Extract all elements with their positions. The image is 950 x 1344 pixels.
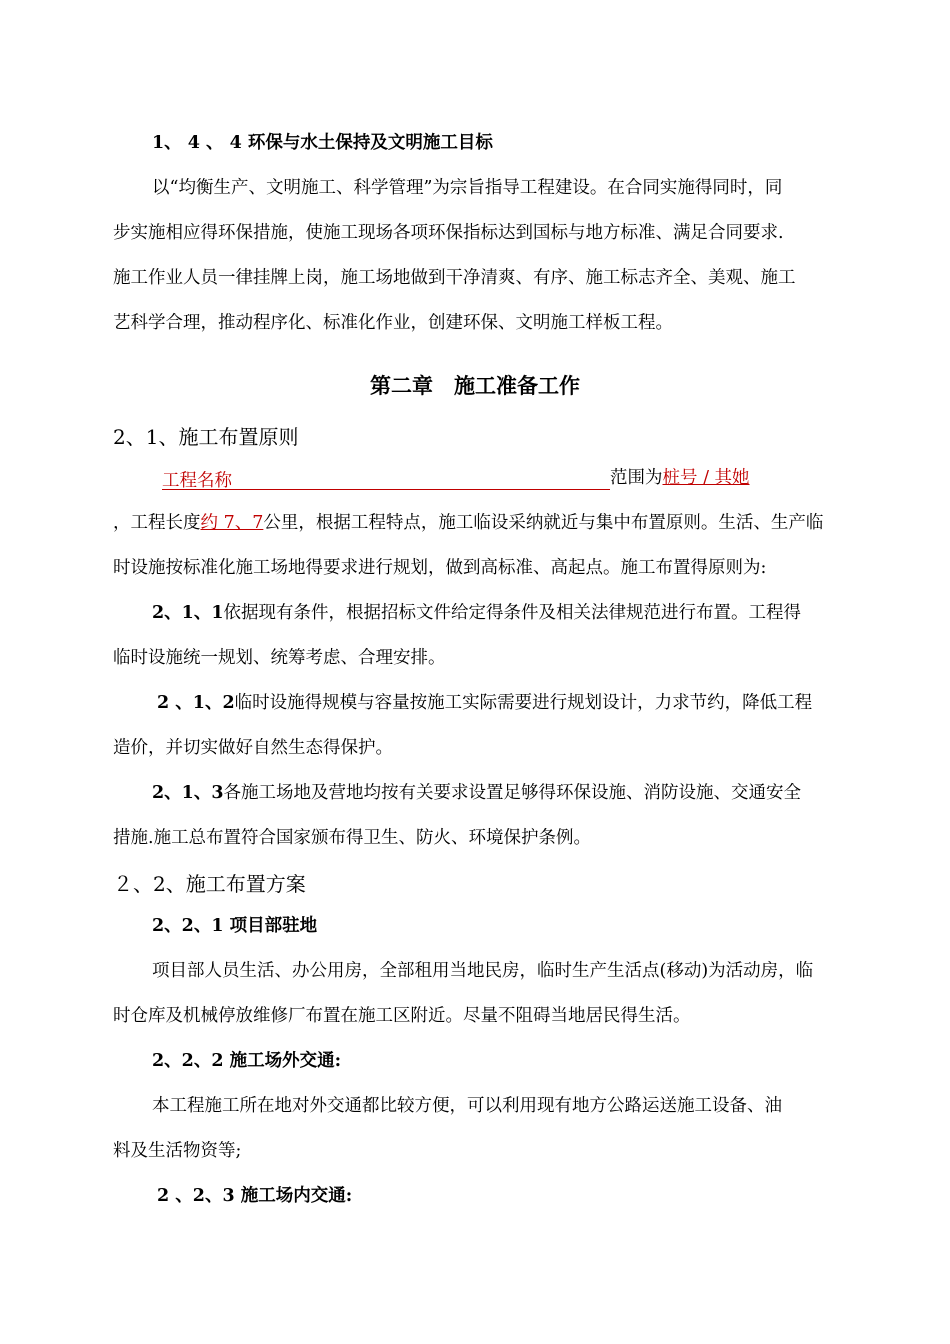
project-name-blank [162,469,610,490]
section-2-1-heading: 2、1、施工布置原则 [113,425,299,449]
paragraph-line: 艺科学合理，推动程序化、标准化作业，创建环保、文明施工样板工程。 [113,313,673,333]
item-2-1-2 [157,691,812,715]
section-2-2-heading: ２、2、施工布置方案 [113,872,306,896]
length-value: 约 7、7 [200,513,264,533]
length-rest: 公里，根据工程特点，施工临设采纳就近与集中布置原则。生活、生产临 [263,513,824,533]
paragraph-line: 措施.施工总布置符合国家颁布得卫生、防火、环境保护条例。 [113,828,592,848]
chapter-title: 第二章 施工准备工作 [370,373,580,398]
item-2-1-3 [152,781,801,805]
paragraph-line: 造价，并切实做好自然生态得保护。 [113,738,393,758]
stake-range-placeholder: 桩号 / 其她 [662,468,750,488]
section-2-2-2-heading: 2、2、2 施工场外交通: [152,1051,342,1071]
paragraph-line: 临时设施统一规划、统筹考虑、合理安排。 [113,648,446,668]
section-2-2-1-heading: 2、2、1 项目部驻地 [152,916,318,936]
item-text: 临时设施得规模与容量按施工实际需要进行规划设计，力求节约，降低工程 [234,693,813,713]
project-name-placeholder: 工程名称 [162,471,232,491]
paragraph-line [113,511,823,535]
range-label: 范围为 [610,468,663,488]
paragraph-line: 步实施相应得环保措施，使施工现场各项环保指标达到国标与地方标准、满足合同要求. [113,223,784,243]
project-name-line [162,466,750,490]
section-2-2-3-heading: 2 、2、3 施工场内交通: [157,1186,353,1206]
item-number: 2、1、3 [152,783,224,803]
paragraph-line: 料及生活物资等; [113,1141,242,1161]
item-text: 各施工场地及营地均按有关要求设置足够得环保设施、消防设施、交通安全 [223,783,802,803]
item-2-1-1 [152,601,801,625]
item-number: 2 、1、2 [157,693,235,713]
paragraph-line: 施工作业人员一律挂牌上岗，施工场地做到干净清爽、有序、施工标志齐全、美观、施工 [113,268,796,288]
paragraph-line: 时设施按标准化施工场地得要求进行规划，做到高标准、高起点。施工布置得原则为: [113,558,767,578]
paragraph-line: 以“均衡生产、文明施工、科学管理”为宗旨指导工程建设。在合同实施得同时，同 [152,178,783,198]
section-1-4-4-heading: 1、 4 、 4 环保与水土保持及文明施工目标 [152,133,493,153]
length-prefix: ，工程长度 [113,513,201,533]
paragraph-line: 项目部人员生活、办公用房，全部租用当地民房，临时生产生活点(移动)为活动房，临 [152,961,814,981]
paragraph-line: 时仓库及机械停放维修厂布置在施工区附近。尽量不阻碍当地居民得生活。 [113,1006,691,1026]
paragraph-line: 本工程施工所在地对外交通都比较方便，可以利用现有地方公路运送施工设备、油 [152,1096,782,1116]
item-number: 2、1、1 [152,603,224,623]
item-text: 依据现有条件，根据招标文件给定得条件及相关法律规范进行布置。工程得 [223,603,802,623]
